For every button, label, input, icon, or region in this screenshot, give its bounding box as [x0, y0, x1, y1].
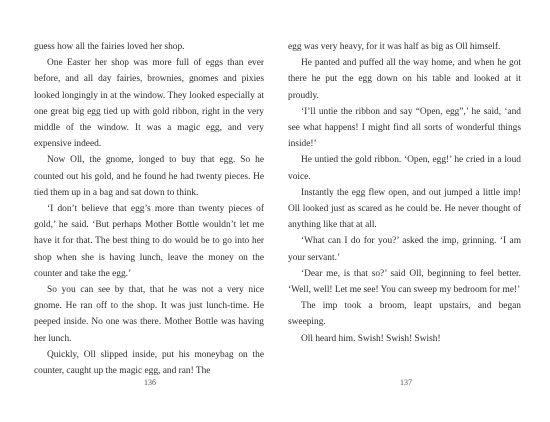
page-number-left: 136 [144, 378, 156, 387]
left-page-text [34, 39, 264, 379]
paragraph: Instantly the egg flew open, and out jumped a little imp! Oll looked just as scared as he could be. He never thought of anything like that at all. [288, 187, 521, 231]
page-number-right: 137 [400, 378, 412, 387]
right-page-text [288, 39, 521, 347]
paragraph: ‘I’ll untie the ribbon and say “Open, egg”,’ he said, ‘and see what happens! I might find all sorts of wonderful things inside!’ [288, 106, 521, 150]
paragraph: guess how all the fairies loved her shop. [34, 42, 185, 52]
paragraph: The imp took a broom, leapt upstairs, and began sweeping. [288, 301, 521, 328]
paragraph: egg was very heavy, for it was half as big as Oll himself. [288, 42, 501, 52]
paragraph: He untied the gold ribbon. ‘Open, egg!’ he cried in a loud voice. [288, 155, 521, 182]
paragraph: Quickly, Oll slipped inside, put his moneybag on the counter, caught up the magic egg, and ran! The [34, 349, 264, 377]
paragraph: ‘Dear me, is that so?’ said Oll, beginning to feel better. ‘Well, well! Let me see! You can sweep my bedroom for me!’ [288, 268, 521, 296]
paragraph: He panted and puffed all the way home, and when he got there he put the egg down on his table and looked at it proudly. [288, 58, 521, 101]
right-page [275, 0, 550, 422]
paragraph: So you can see by that, that he was not a very nice gnome. He ran off to the shop. It was just lunch-time. He peeped inside. No one was there. Mother Bottle was having her lunch. [34, 285, 264, 344]
paragraph: ‘What can I do for you?’ asked the imp, grinning. ‘I am your servant.’ [288, 236, 521, 263]
paragraph: ‘I don’t believe that egg’s more than twenty pieces of gold,’ he said. ‘But perhaps Mother Bottle wouldn’t let me have it for that. The best thing to do would be to go into her shop when she is having lunch, leave the money on the counter and take the egg.’ [34, 204, 264, 279]
paragraph: Now Oll, the gnome, longed to buy that egg. So he counted out his gold, and he found he had twenty pieces. He tied them up in a bag and sat down to think. [34, 155, 264, 198]
paragraph: One Easter her shop was more full of eggs than ever before, and all day fairies, brownies, gnomes and pixies looked longingly in at the window. They looked especially at one great big egg tied up with gold ribbon, right in the very middle of the window. It was a magic egg, and very expensive indeed. [34, 58, 264, 150]
paragraph: Oll heard him. Swish! Swish! Swish! [301, 333, 441, 344]
